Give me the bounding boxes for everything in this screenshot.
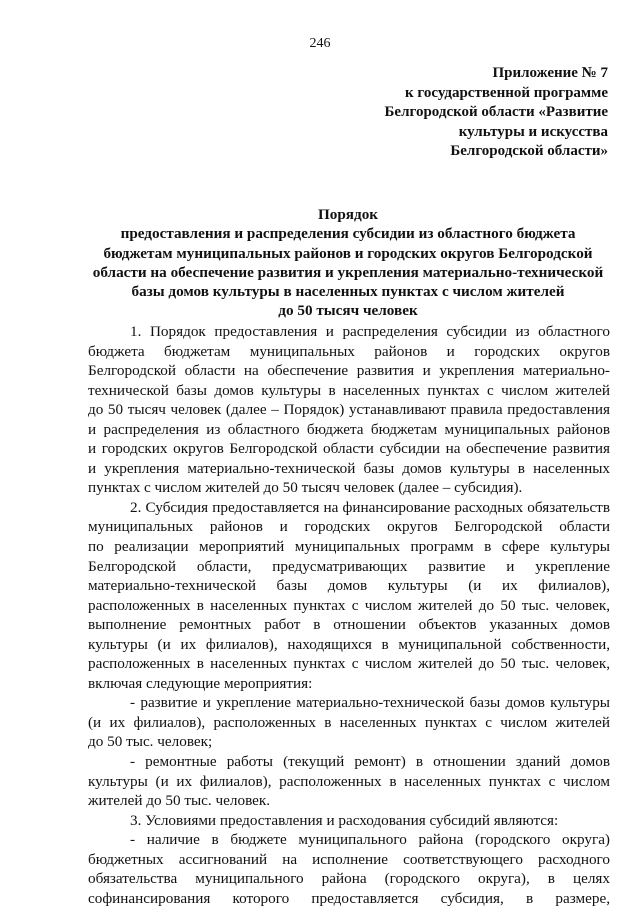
body-line: по реализации мероприятий муниципальных программ в сфере культуры [88, 538, 610, 556]
title-line: предоставления и распределения субсидии из областного бюджета [120, 225, 576, 243]
body-line: - наличие в бюджете муниципального района (городского округа) [130, 831, 610, 849]
appendix-line: к государственной программе [405, 84, 608, 101]
body-line: - развитие и укрепление материально-технической базы домов культуры [130, 694, 610, 712]
body-line: культуры (и их филиалов), расположенных в населенных пунктах с числом [88, 772, 610, 790]
body-line: и укрепления материально-технической базы домов культуры в населенных [88, 459, 610, 477]
body-line: (и их филиалов), расположенных в населенных пунктах с числом жителей [88, 713, 610, 731]
body-line: бюджетных ассигнований на исполнение соответствующего расходного [88, 850, 610, 868]
title-line: области на обеспечение развития и укрепления материально-технической [92, 263, 604, 281]
body-line: 1. Порядок предоставления и распределения субсидии из областного [130, 323, 610, 340]
body-line: муниципальных районов и городских округов Белгородской области [88, 518, 610, 536]
title-line: бюджетам муниципальных районов и городских округов Белгородской [103, 244, 593, 262]
body-line: Белгородской области, предусматривающих развитие и укрепление [88, 557, 610, 575]
body-line: 3. Условиями предоставления и расходования субсидий являются: [130, 811, 559, 829]
page-number: 246 [309, 36, 331, 51]
body-line: до 50 тыс. человек; [88, 733, 213, 751]
body-line: жителей до 50 тыс. человек. [88, 792, 271, 810]
appendix-line: Белгородской области» [450, 143, 608, 159]
body-line: включая следующие мероприятия: [88, 674, 313, 692]
appendix-line: Белгородской области «Развитие [384, 104, 608, 120]
body-line: и распределения из областного бюджета бюджетам муниципальных районов [88, 420, 610, 438]
body-line: культуры (и их филиалов), находящихся в муниципальной собственности, [88, 635, 610, 653]
body-line: Белгородской области на обеспечение развития и укрепления материально- [88, 362, 610, 380]
appendix-header [348, 64, 608, 162]
body-line: и городских округов Белгородской области субсидии на обеспечение развития [88, 440, 610, 458]
appendix-line: Приложение № 7 [492, 65, 608, 81]
body-line: технической базы домов культуры в населенных пунктах с числом жителей [88, 381, 610, 399]
body-line: пунктах с числом жителей до 50 тысяч человек (далее – субсидия). [88, 479, 523, 497]
body-line: обязательства муниципального района (городского округа), в целях [88, 870, 610, 888]
body-line: выполнение ремонтных работ в отношении объектов указанных домов [88, 616, 610, 634]
body-line: бюджета бюджетам муниципальных районов и городских округов [88, 342, 610, 360]
body-line: материально-технической базы домов культуры (и их филиалов), [88, 577, 610, 595]
document-body [88, 322, 610, 908]
document-title [88, 205, 608, 321]
body-line: - ремонтные работы (текущий ремонт) в отношении зданий домов [130, 753, 610, 771]
body-line: расположенных в населенных пунктах с числом жителей до 50 тыс. человек, [88, 596, 610, 614]
body-line: до 50 тысяч человек (далее – Порядок) устанавливают правила предоставления [88, 401, 610, 419]
title-line: до 50 тысяч человек [278, 302, 418, 320]
title-line: Порядок [317, 206, 379, 223]
body-line: расположенных в населенных пунктах с числом жителей до 50 тыс. человек, [88, 655, 610, 673]
body-line: 2. Субсидия предоставляется на финансирование расходных обязательств [130, 498, 610, 516]
body-line: софинансирования которого предоставляется субсидия, в размере, [88, 889, 610, 907]
title-line: базы домов культуры в населенных пунктах с числом жителей [131, 283, 565, 301]
appendix-line: культуры и искусства [458, 123, 608, 140]
